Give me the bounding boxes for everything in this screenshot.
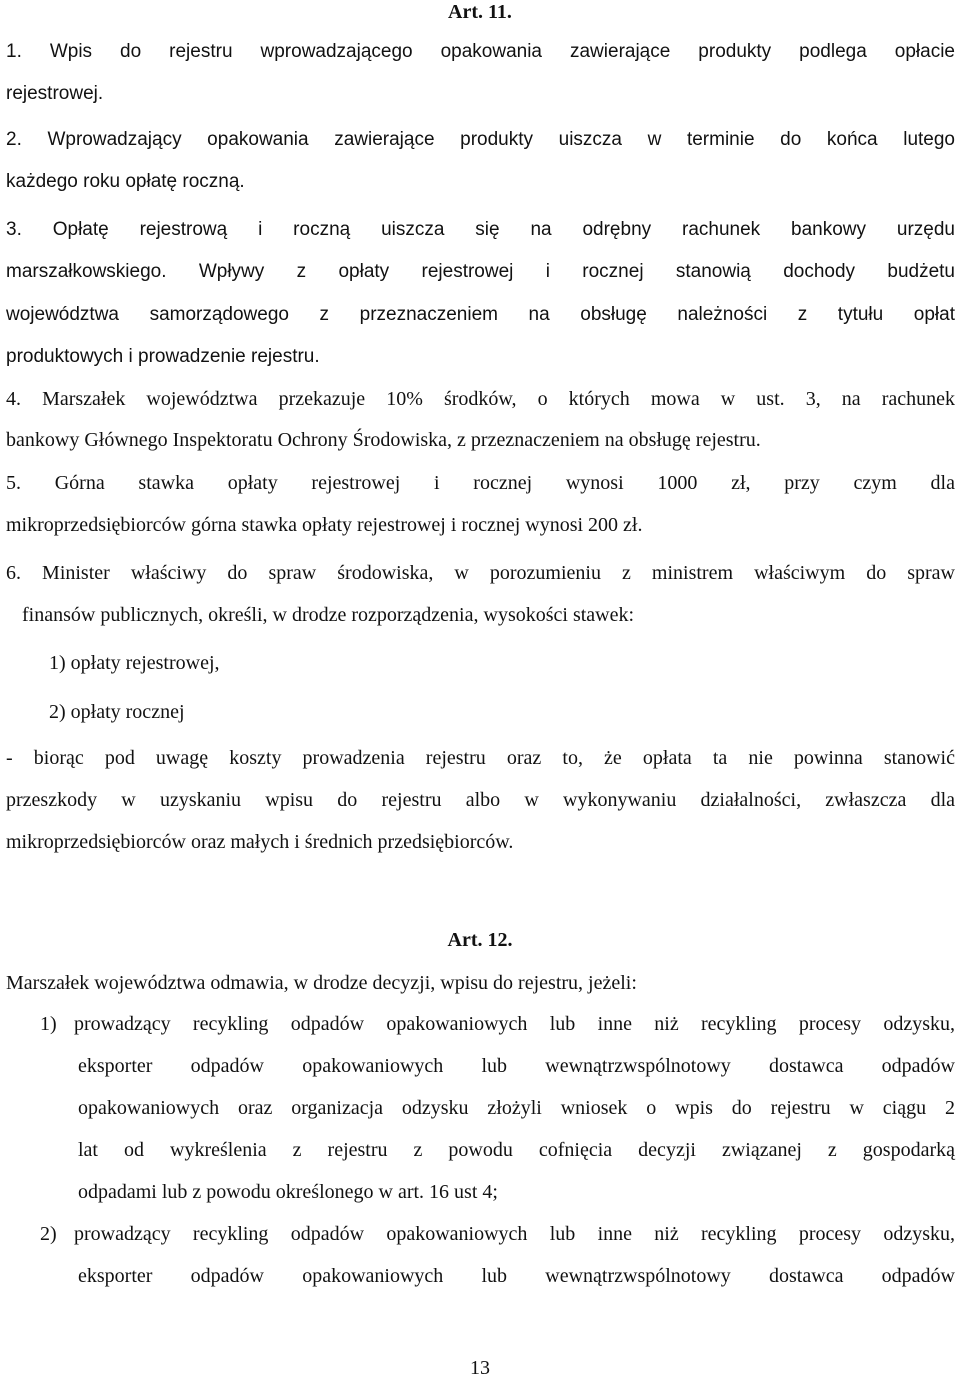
art11-p3-line2: marszałkowskiego. Wpływy z opłaty rejestrowej i rocznej stanowią dochody budżetu (6, 261, 955, 282)
art11-p1-line1: 1. Wpis do rejestru wprowadzającego opakowania zawierające produkty podlega opłacie (6, 41, 955, 62)
art12-item1-line3: opakowaniowych oraz organizacja odzysku złożyli wniosek o wpis do rejestru w ciągu 2 (78, 1097, 955, 1119)
art12-item1-number: 1) (40, 1013, 57, 1035)
art11-p6-tail-line2: przeszkody w uzyskaniu wpisu do rejestru albo w wykonywaniu działalności, zwłaszcza dla (6, 789, 955, 811)
art11-p6-tail-line1: - biorąc pod uwagę koszty prowadzenia rejestru oraz to, że opłata ta nie powinna stanowić (6, 747, 955, 769)
art11-p6-tail-line3: mikroprzedsiębiorców oraz małych i średnich przedsiębiorców. (6, 831, 514, 853)
art12-item2-number: 2) (40, 1223, 57, 1245)
art12-item1-line5: odpadami lub z powodu określonego w art. 16 ust 4; (78, 1181, 498, 1203)
art11-p6-line2: finansów publicznych, określi, w drodze rozporządzenia, wysokości stawek: (22, 604, 635, 626)
art11-p6-item2: 2) opłaty rocznej (49, 701, 185, 723)
art11-p6-item1: 1) opłaty rejestrowej, (49, 652, 220, 674)
art11-p4-line2: bankowy Głównego Inspektoratu Ochrony Środowiska, z przeznaczeniem na obsługę rejestru. (6, 429, 761, 451)
art11-p4-line1: 4. Marszałek województwa przekazuje 10% środków, o których mowa w ust. 3, na rachunek (6, 388, 955, 410)
art12-heading: Art. 12. (447, 929, 513, 951)
art11-p5-line2: mikroprzedsiębiorców górna stawka opłaty rejestrowej i rocznej wynosi 200 zł. (6, 514, 643, 536)
art12-intro: Marszałek województwa odmawia, w drodze decyzji, wpisu do rejestru, jeżeli: (6, 972, 637, 994)
art11-p3-line4: produktowych i prowadzenie rejestru. (6, 346, 320, 367)
art12-item1-line4: lat od wykreślenia z rejestru z powodu cofnięcia decyzji związanej z gospodarką (78, 1139, 955, 1161)
art12-item1-line2: eksporter odpadów opakowaniowych lub wewnątrzwspólnotowy dostawca odpadów (78, 1055, 955, 1077)
art11-p2-line1: 2. Wprowadzający opakowania zawierające produkty uiszcza w terminie do końca lutego (6, 129, 955, 150)
art12-item2-line2: eksporter odpadów opakowaniowych lub wewnątrzwspólnotowy dostawca odpadów (78, 1265, 955, 1287)
art12-item2-line1: prowadzący recykling odpadów opakowaniowych lub inne niż recykling procesy odzysku, (74, 1223, 955, 1245)
art12-item1-line1: prowadzący recykling odpadów opakowaniowych lub inne niż recykling procesy odzysku, (74, 1013, 955, 1035)
page-number: 13 (470, 1357, 490, 1379)
art11-p5-line1: 5. Górna stawka opłaty rejestrowej i rocznej wynosi 1000 zł, przy czym dla (6, 472, 955, 494)
art11-p3-line1: 3. Opłatę rejestrową i roczną uiszcza się na odrębny rachunek bankowy urzędu (6, 219, 955, 240)
art11-p1-line2: rejestrowej. (6, 83, 104, 104)
art11-p2-line2: każdego roku opłatę roczną. (6, 171, 245, 192)
art11-heading: Art. 11. (448, 1, 512, 23)
art11-p6-line1: 6. Minister właściwy do spraw środowiska, w porozumieniu z ministrem właściwym do spraw (6, 562, 955, 584)
art11-p3-line3: województwa samorządowego z przeznaczeniem na obsługę należności z tytułu opłat (6, 304, 955, 325)
